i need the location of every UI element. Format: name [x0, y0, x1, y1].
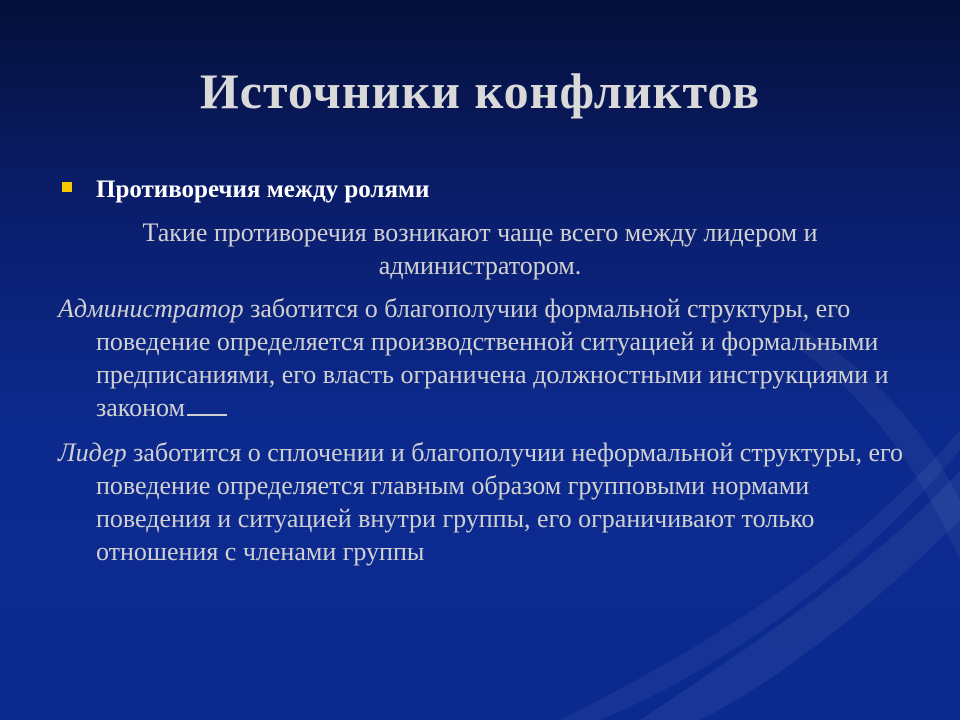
- leader-text: заботится о сплочении и благополучии неформальной структуры, его поведение определяется главным образом групповыми нормами поведения и ситуацией внутри группы, его ограничивают только отношения с членами группы: [96, 438, 904, 566]
- intro-paragraph: Такие противоречия возникают чаще всего между лидером и администратором.: [142, 218, 818, 280]
- leader-term: Лидер: [58, 438, 127, 467]
- bullet-row: [62, 176, 429, 204]
- bullet-heading: Противоречия между ролями: [96, 176, 430, 203]
- slide-title: Источники конфликтов: [199, 63, 761, 119]
- administrator-paragraph: [58, 292, 916, 424]
- leader-paragraph: [58, 436, 916, 568]
- underline-mark: [187, 394, 227, 416]
- administrator-text: заботится о благополучии формальной структуры, его поведение определяется производственной ситуацией и формальными предписаниями, его власть ограничена должностными инструкциями и законом: [96, 294, 889, 422]
- bullet-square-icon: [62, 182, 72, 192]
- administrator-term: Администратор: [58, 294, 244, 323]
